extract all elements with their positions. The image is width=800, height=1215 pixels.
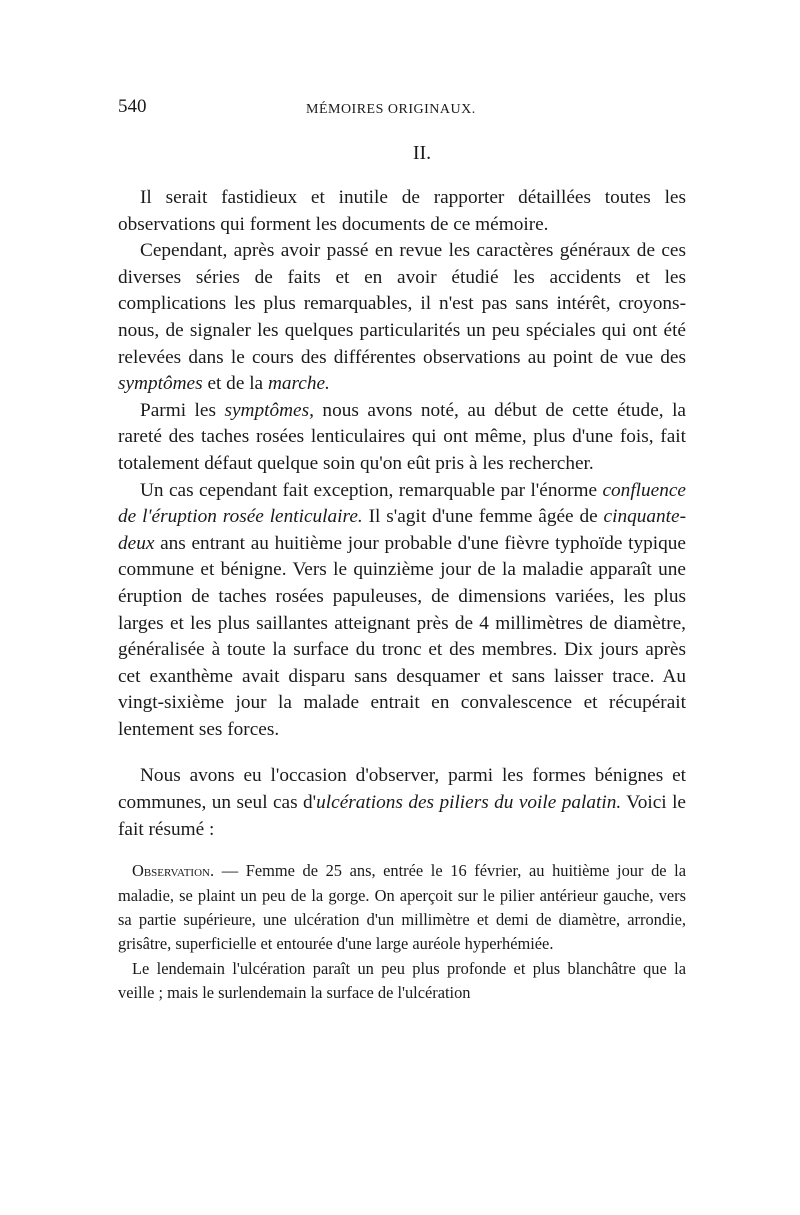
observation-paragraph-1 <box>118 859 686 957</box>
body-text <box>118 185 686 843</box>
observation-text-2: Le lendemain l'ulcération paraît un peu plus profonde et plus blanchâtre que la veille ; mais le surlendemain la surface de l'ulcération <box>118 958 686 1003</box>
section-number: II. <box>412 142 432 164</box>
paragraph-5 <box>118 763 686 843</box>
observation-label: Observation. <box>132 861 215 881</box>
paragraph-2-text-a: Cependant, après avoir passé en revue les caractères généraux de ces diverses séries de faits et en avoir étudié les accidents et les complications les plus remarquables, il n'est pas sans intérêt, croyons-nous, de signaler les quelques particularités un peu spéciales qui ont été relevées dans le cours des différentes observations au point de vue des <box>118 240 686 368</box>
paragraph-3-text-b: nous avons noté, au début de cette étude, la rareté des taches rosées lenticulaires qui ont même, plus d'une fois, fait totalement défaut quelque soin qu'on eût pris à les rechercher. <box>118 399 686 474</box>
paragraph-4-emphasis-1: confluence de l'éruption rosée lenticulaire. <box>118 479 686 528</box>
observation-text-1: — Femme de 25 ans, entrée le 16 février, au huitième jour de la maladie, se plaint un peu de la gorge. On aperçoit sur le pilier antérieur gauche, vers sa partie supérieure, une ulcération d'un millimètre et demi de diamètre, arrondie, grisâtre, superficielle et entourée d'une large auréole hyperhémiée. <box>118 861 686 954</box>
paragraph-1 <box>118 185 686 238</box>
page-header <box>118 96 686 126</box>
paragraph-4-text-a: Un cas cependant fait exception, remarquable par l'énorme <box>140 479 603 501</box>
paragraph-3-emphasis: symptômes, <box>224 399 314 421</box>
paragraph-2-emphasis-2: marche. <box>267 373 330 395</box>
paragraph-4-emphasis-2: cinquante-deux <box>118 506 686 554</box>
paragraph-2 <box>118 238 686 398</box>
paragraph-2-emphasis-1: symptômes <box>118 373 203 395</box>
running-head: MÉMOIRES ORIGINAUX. <box>306 102 476 117</box>
observation-paragraph-2 <box>118 957 686 1006</box>
paragraph-4-text-b: Il s'agit d'une femme âgée de <box>362 506 604 528</box>
paragraph-2-text-b: et de la <box>202 373 268 395</box>
paragraph-1-text: Il serait fastidieux et inutile de rapporter détaillées toutes les observations qui forment les documents de ce mémoire. <box>118 187 686 235</box>
observation-block <box>118 859 686 1005</box>
paragraph-3 <box>118 398 686 478</box>
paragraph-5-text-b: Voici le fait résumé : <box>118 792 686 840</box>
paragraph-5-emphasis: ulcérations des piliers du voile palatin. <box>316 792 622 814</box>
paragraph-4-text-c: ans entrant au huitième jour probable d'une fièvre typhoïde typique commune et bénigne. Vers le quinzième jour de la maladie apparaît une éruption de taches rosées papuleuses, de dimensions variées, les plus larges et les plus saillantes atteignant près de 4 millimètres de diamètre, généralisée à toute la surface du tronc et des membres. Dix jours après cet exanthème avait disparu sans desquamer et sans laisser trace. Au vingt-sixième jour la malade entrait en convalescence et récupérait lentement ses forces. <box>118 532 686 740</box>
paragraph-4 <box>118 478 686 744</box>
book-page <box>118 96 686 1006</box>
paragraph-3-text-a: Parmi les <box>140 399 225 421</box>
paragraph-5-text-a: Nous avons eu l'occasion d'observer, parmi les formes bénignes et communes, un seul cas d' <box>118 765 686 814</box>
page-number: 540 <box>118 96 147 117</box>
